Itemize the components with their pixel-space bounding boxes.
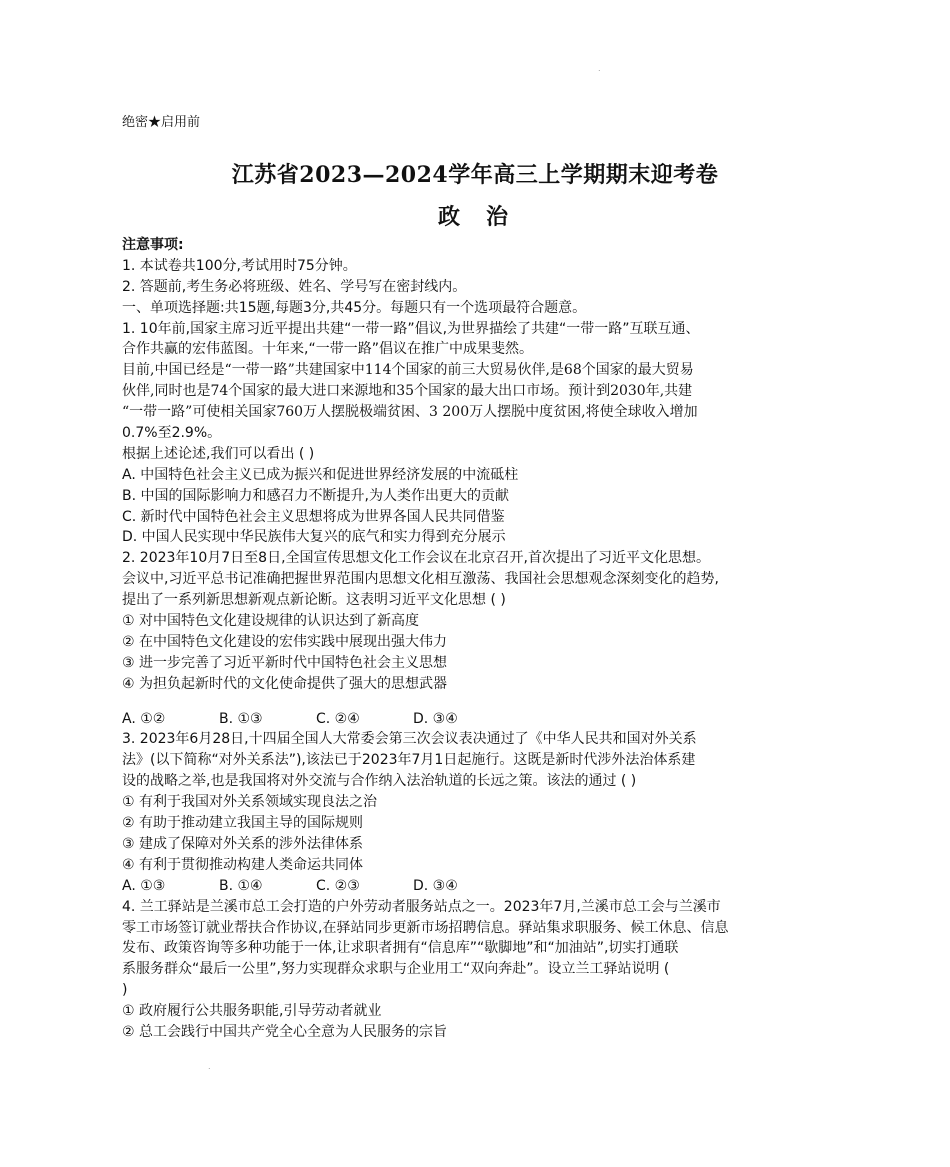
q1-option-c: C. 新时代中国特色社会主义思想将成为世界各国人民共同借鉴 — [122, 508, 505, 525]
q3-statement: ② 有助于推动建立我国主导的国际规则 — [122, 815, 363, 832]
section-heading: 一、单项选择题:共15题,每题3分,共45分。每题只有一个选项最符合题意。 — [122, 299, 587, 316]
q3-option-c: C. ②③ — [316, 877, 360, 894]
q3-option-d: D. ③④ — [413, 877, 458, 894]
q3-statement: ③ 建成了保障对外关系的涉外法律体系 — [122, 835, 363, 852]
top-dot-mark: . — [598, 64, 601, 73]
q3-prompt: 设的战略之举,也是我国将对外交流与合作纳入法治轨道的长远之策。该法的通过 ( ) — [122, 773, 637, 790]
q3-options — [122, 876, 832, 897]
q3-stem-line: 法》(以下简称“对外关系法”),该法已于2023年7月1日起施行。这既是新时代涉外法治体系建 — [122, 752, 696, 769]
q4-stem-line: 发布、政策咨询等多种功能于一体,让求职者拥有“信息库”“歇脚地”和“加油站”,切实打通联 — [122, 940, 679, 957]
q4-statement: ① 政府履行公共服务职能,引导劳动者就业 — [122, 1003, 382, 1020]
q4-stem-line: 4. 兰工驿站是兰溪市总工会打造的户外劳动者服务站点之一。2023年7月,兰溪市总工会与兰溪市 — [122, 898, 721, 915]
notes-heading: 注意事项: — [122, 237, 184, 253]
q2-option-b: B. ①③ — [219, 710, 263, 727]
q2-stem-line: 2. 2023年10月7日至8日,全国宣传思想文化工作会议在北京召开,首次提出了习近平文化思想。 — [122, 550, 710, 567]
confidential-label: 绝密★启用前 — [122, 115, 201, 130]
q1-prompt: 根据上述论述,我们可以看出 ( ) — [122, 445, 315, 462]
exam-title: 江苏省2023—2024学年高三上学期期末迎考卷 — [231, 162, 719, 188]
q1-stem-line: 目前,中国已经是“一带一路”共建国家中114个国家的前三大贸易伙伴,是68个国家的最大贸易 — [122, 362, 694, 379]
q2-options — [122, 709, 832, 730]
exam-body — [122, 235, 832, 1043]
spacer — [122, 695, 832, 709]
q3-option-a: A. ①③ — [122, 877, 166, 894]
q2-statement: ③ 进一步完善了习近平新时代中国特色社会主义思想 — [122, 654, 447, 671]
q3-statement: ④ 有利于贯彻推动构建人类命运共同体 — [122, 856, 363, 873]
note-item: 1. 本试卷共100分,考试用时75分钟。 — [122, 257, 357, 274]
note-item: 2. 答题前,考生务必将班级、姓名、学号写在密封线内。 — [122, 278, 467, 295]
q1-stem-line: “一带一路”可使相关国家760万人摆脱极端贫困、3 200万人摆脱中度贫困,将使全球收入增加 — [122, 404, 698, 421]
bottom-dot-mark: . — [208, 1062, 211, 1071]
q1-stem-line: 合作共赢的宏伟蓝图。十年来,“一带一路”倡议在推广中成果斐然。 — [122, 341, 533, 358]
q1-stem-line: 伙伴,同时也是74个国家的最大进口来源地和35个国家的最大出口市场。预计到2030年,共建 — [122, 383, 693, 400]
q2-option-a: A. ①② — [122, 710, 166, 727]
q4-stem-line: 系服务群众“最后一公里”,努力实现群众求职与企业用工“双向奔赴”。设立兰工驿站说明 ( — [122, 961, 670, 978]
subject-title: 政治 — [437, 204, 534, 230]
q1-stem-line: 1. 10年前,国家主席习近平提出共建“一带一路”倡议,为世界描绘了共建“一带一路”互联互通、 — [122, 320, 700, 337]
q2-statement: ② 在中国特色文化建设的宏伟实践中展现出强大伟力 — [122, 633, 447, 650]
q4-prompt-close: ) — [122, 982, 128, 999]
q4-statement: ② 总工会践行中国共产党全心全意为人民服务的宗旨 — [122, 1023, 447, 1040]
q1-stem-line: 0.7%至2.9%。 — [122, 425, 222, 442]
q2-stem-line: 会议中,习近平总书记准确把握世界范围内思想文化相互激荡、我国社会思想观念深刻变化的趋势, — [122, 571, 719, 588]
q2-prompt: 提出了一系列新思想新观点新论断。这表明习近平文化思想 ( ) — [122, 592, 506, 609]
q1-option-b: B. 中国的国际影响力和感召力不断提升,为人类作出更大的贡献 — [122, 487, 509, 504]
q3-stem-line: 3. 2023年6月28日,十四届全国人大常委会第三次会议表决通过了《中华人民共和国对外关系 — [122, 731, 697, 748]
q1-option-d: D. 中国人民实现中华民族伟大复兴的底气和实力得到充分展示 — [122, 529, 506, 546]
q1-option-a: A. 中国特色社会主义已成为振兴和促进世界经济发展的中流砥柱 — [122, 466, 519, 483]
q3-option-b: B. ①④ — [219, 877, 263, 894]
q2-option-d: D. ③④ — [413, 710, 458, 727]
q2-statement: ④ 为担负起新时代的文化使命提供了强大的思想武器 — [122, 675, 447, 692]
q2-option-c: C. ②④ — [316, 710, 360, 727]
q3-statement: ① 有利于我国对外关系领域实现良法之治 — [122, 794, 377, 811]
q4-stem-line: 零工市场签订就业帮扶合作协议,在驿站同步更新市场招聘信息。驿站集求职服务、候工休息、信息 — [122, 919, 729, 936]
q2-statement: ① 对中国特色文化建设规律的认识达到了新高度 — [122, 613, 419, 630]
